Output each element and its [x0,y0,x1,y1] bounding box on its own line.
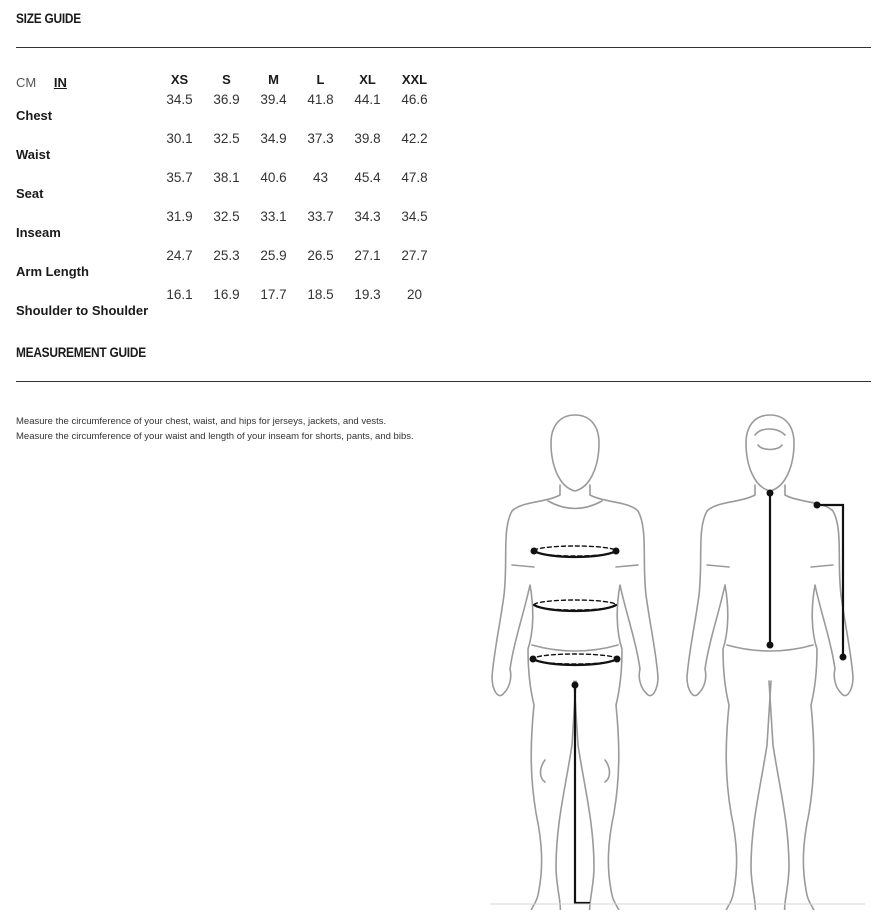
size-header-row [16,70,438,88]
table-cell: 36.9 [213,92,240,107]
table-cell: 34.9 [260,131,287,146]
column-header-xxl: XXL [401,71,428,87]
table-cell: 45.4 [354,170,381,185]
table-cell: 40.6 [260,170,287,185]
table-cell: 34.5 [401,209,428,224]
table-cell: 25.3 [213,248,240,263]
table-cell: 42.2 [401,131,428,146]
table-cell: 24.7 [166,248,193,263]
unit-in-button[interactable]: IN [53,75,67,90]
table-cell: 26.5 [307,248,334,263]
table-cell: 46.6 [401,92,428,107]
table-cell: 17.7 [260,287,287,302]
table-cell: 32.5 [213,131,240,146]
measurement-figure [480,405,875,910]
column-header-xs: XS [170,71,189,87]
table-cell: 27.1 [354,248,381,263]
table-cell: 30.1 [166,131,193,146]
table-cell: 39.4 [260,92,287,107]
table-cell: 27.7 [401,248,428,263]
table-row [16,88,438,127]
table-cell: 25.9 [260,248,287,263]
back-measure-lines [768,491,846,660]
table-cell: 44.1 [354,92,381,107]
row-label-arm-length: Arm Length [16,264,89,279]
column-header-m: M [268,71,279,87]
back-body-figure [687,415,853,910]
table-cell: 41.8 [307,92,334,107]
table-cell: 39.8 [354,131,381,146]
table-cell: 18.5 [307,287,334,302]
instruction-line-bottoms: Measure the circumference of your waist and length of your inseam for shorts, pants, and bibs. [16,431,414,442]
table-row [16,166,438,205]
table-row [16,205,438,244]
column-header-l: L [316,71,325,87]
row-label-shoulder-to-shoulder: Shoulder to Shoulder [16,303,149,318]
measurement-guide-title: MEASUREMENT GUIDE [16,344,146,360]
instruction-line-tops: Measure the circumference of your chest, waist, and hips for jerseys, jackets, and vests. [16,416,387,427]
measurement-instructions [16,414,414,444]
table-cell: 34.5 [166,92,193,107]
size-guide-title: SIZE GUIDE [16,10,81,26]
table-cell: 20 [406,287,423,302]
column-header-s: S [222,71,231,87]
table-cell: 37.3 [307,131,334,146]
measurement-guide-divider [16,381,871,382]
table-cell: 31.9 [166,209,193,224]
table-row [16,127,438,166]
table-cell: 38.1 [213,170,240,185]
row-label-seat: Seat [16,186,44,201]
column-header-xl: XL [359,71,376,87]
table-cell: 34.3 [354,209,381,224]
row-label-waist: Waist [16,147,51,162]
table-cell: 32.5 [213,209,240,224]
table-cell: 16.1 [166,287,193,302]
table-row [16,283,438,322]
table-cell: 33.7 [307,209,334,224]
row-label-chest: Chest [16,108,53,123]
size-guide-divider [16,47,871,48]
table-corner [16,70,156,88]
table-row [16,244,438,283]
table-cell: 19.3 [354,287,381,302]
front-measure-lines [531,546,620,903]
table-cell: 33.1 [260,209,287,224]
size-table [16,70,438,322]
unit-cm-button[interactable]: CM [16,75,37,90]
row-label-inseam: Inseam [16,225,61,240]
table-cell: 35.7 [166,170,193,185]
table-cell: 16.9 [213,287,240,302]
table-cell: 43 [312,170,329,185]
table-cell: 47.8 [401,170,428,185]
